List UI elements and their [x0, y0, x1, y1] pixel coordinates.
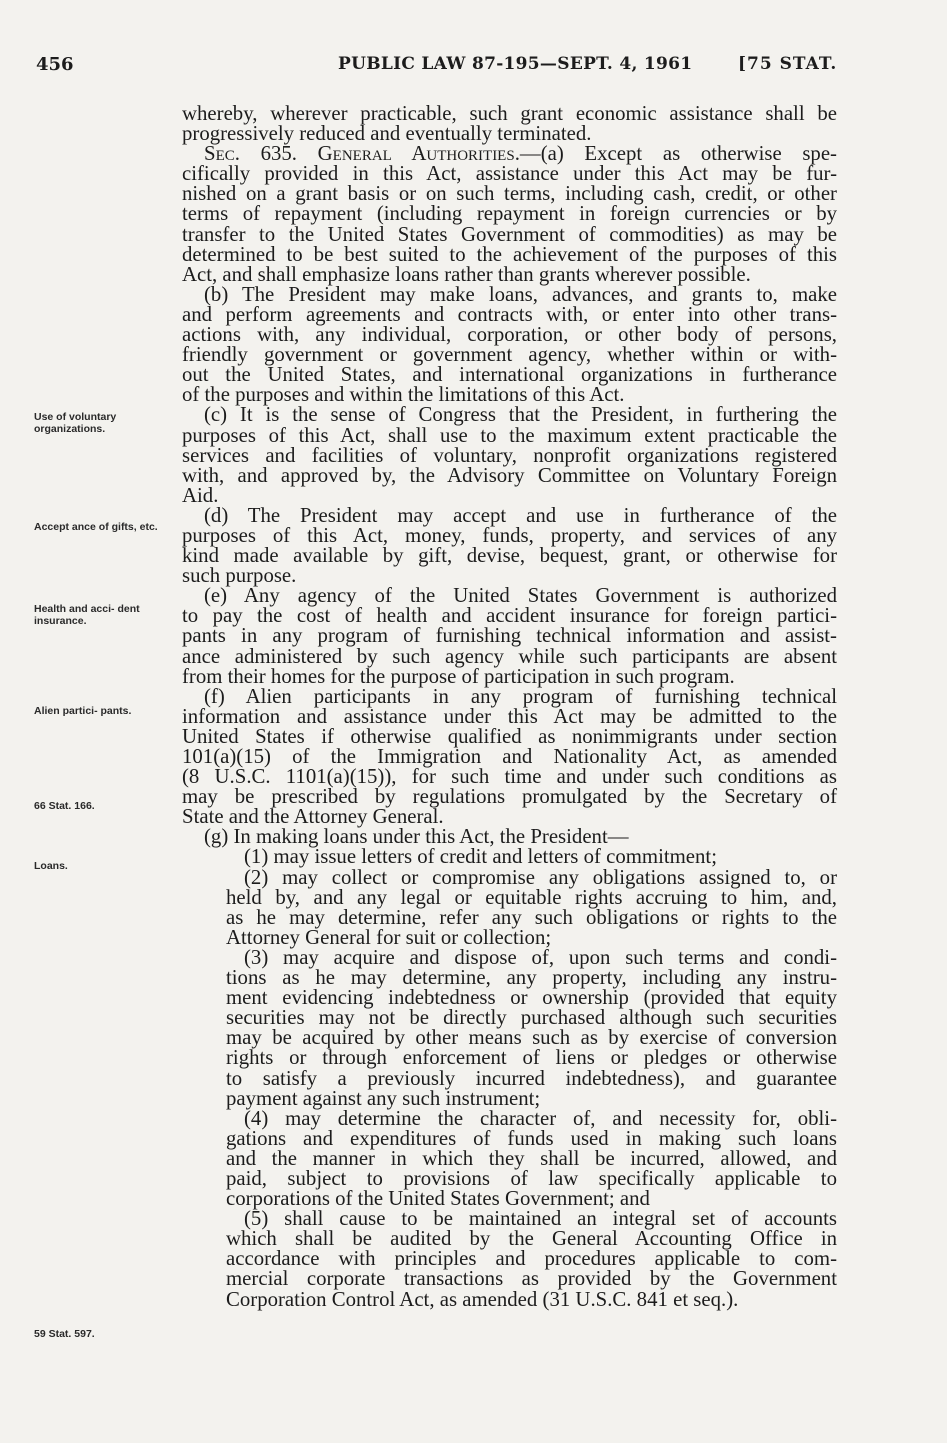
text-line: (f) Alien participants in any program of furnishing technical	[204, 684, 837, 708]
section-heading-rest: —(a) Except as otherwise spe-	[519, 142, 837, 166]
text-line: friendly government or government agency, whether within or with-	[182, 343, 837, 367]
text-line: (2) may collect or compromise any obligations assigned to, or	[244, 865, 837, 889]
text-line: tions as he may determine, any property, including any instru-	[226, 966, 837, 990]
statute-volume: [75 STAT.	[738, 54, 838, 74]
margin-note-voluntary-organizations: Use of voluntary organizations.	[34, 411, 117, 435]
text-line: accordance with principles and procedures applicable to com-	[226, 1247, 837, 1271]
text-line: (8 U.S.C. 1101(a)(15)), for such time and under such conditions as	[182, 765, 837, 789]
text-line: payment against any such instrument;	[226, 1086, 541, 1110]
margin-note-health-insurance: Health and acci- dent insurance.	[34, 603, 140, 627]
margin-note-acceptance-of-gifts: Accept ance of gifts, etc.	[34, 521, 158, 533]
text-line: (1) may issue letters of credit and letters of commitment;	[244, 845, 717, 869]
text-line: determined to be best suited to the achievement of the purposes of this	[182, 242, 837, 266]
text-line: purposes of this Act, shall use to the maximum extent practicable the	[182, 423, 837, 447]
text-line: purposes of this Act, money, funds, property, and services of any	[182, 523, 837, 547]
text-line: such purpose.	[182, 564, 297, 588]
text-line: information and assistance under this Act may be admitted to the	[182, 704, 837, 728]
text-line: (d) The President may accept and use in furtherance of the	[204, 503, 837, 527]
text-line: Aid.	[182, 483, 219, 507]
text-line: nished on a grant basis or on such terms, including cash, credit, or other	[182, 182, 837, 206]
text-line: State and the Attorney General.	[182, 805, 444, 829]
page-number: 456	[36, 54, 74, 75]
text-line: out the United States, and international organizations in furtherance	[182, 363, 837, 387]
text-line: and perform agreements and contracts with, or enter into other trans-	[182, 302, 837, 326]
text-line: which shall be audited by the General Accounting Office in	[226, 1227, 837, 1251]
text-line: whereby, wherever practicable, such grant economic assistance shall be	[182, 102, 837, 125]
section-635-heading-line	[182, 144, 837, 164]
text-line: progressively reduced and eventually terminated.	[182, 122, 592, 146]
text-line: (b) The President may make loans, advances, and grants to, make	[204, 282, 837, 306]
text-line: 101(a)(15) of the Immigration and Nationality Act, as amended	[182, 745, 837, 768]
text-line: (5) shall cause to be maintained an integral set of accounts	[244, 1207, 837, 1231]
text-line: as he may determine, refer any such obligations or rights to the	[226, 905, 837, 929]
text-line: (g) In making loans under this Act, the President—	[204, 825, 629, 849]
text-line: mercial corporate transactions as provided by the Government	[226, 1267, 837, 1291]
text-line: (3) may acquire and dispose of, upon such terms and condi-	[244, 945, 837, 969]
text-line: and the manner in which they shall be incurred, allowed, and	[226, 1146, 837, 1170]
margin-note-59-stat-597: 59 Stat. 597.	[34, 1328, 95, 1340]
text-line: may be prescribed by regulations promulgated by the Secretary of	[182, 785, 837, 809]
text-line: paid, subject to provisions of law specifically applicable to	[226, 1166, 837, 1190]
text-line: Act, and shall emphasize loans rather than grants wherever possible.	[182, 262, 751, 286]
text-line: (c) It is the sense of Congress that the President, in furthering the	[204, 403, 837, 427]
text-line: terms of repayment (including repayment in foreign currencies or by	[182, 202, 837, 226]
text-line: with, and approved by, the Advisory Committee on Voluntary Foreign	[182, 463, 837, 487]
text-line: transfer to the United States Government of commodities) as may be	[182, 222, 837, 246]
text-line: cifically provided in this Act, assistance under this Act may be fur-	[182, 162, 837, 186]
running-title: PUBLIC LAW 87-195—SEPT. 4, 1961	[338, 54, 693, 74]
text-line: corporations of the United States Government; and	[226, 1187, 650, 1211]
text-line: pants in any program of furnishing technical information and assist-	[182, 624, 837, 648]
text-line: Corporation Control Act, as amended (31 U.S.C. 841 et seq.).	[226, 1287, 739, 1311]
text-line: securities may not be directly purchased although such securities	[226, 1006, 837, 1030]
margin-note-loans: Loans.	[34, 860, 68, 872]
text-line: ment evidencing indebtedness or ownership (provided that equity	[226, 986, 837, 1010]
text-line: to satisfy a previously incurred indebtedness), and guarantee	[226, 1066, 837, 1090]
text-line: held by, and any legal or equitable rights accruing to him, and,	[226, 885, 837, 909]
margin-note-alien-participants: Alien partici- pants.	[34, 705, 132, 717]
text-line: Attorney General for suit or collection;	[226, 925, 552, 949]
text-line: gations and expenditures of funds used in making such loans	[226, 1126, 837, 1150]
text-line: may be acquired by other means such as by exercise of conversion	[226, 1026, 837, 1050]
page-header	[0, 54, 947, 82]
text-line: (e) Any agency of the United States Government is authorized	[204, 584, 837, 608]
text-line: kind made available by gift, devise, bequest, grant, or otherwise for	[182, 544, 837, 568]
text-line: (4) may determine the character of, and necessity for, obli-	[244, 1106, 837, 1130]
text-line: ance administered by such agency while such participants are absent	[182, 644, 837, 668]
text-line: actions with, any individual, corporation, or other body of persons,	[182, 323, 837, 347]
text-line: to pay the cost of health and accident insurance for foreign partici-	[182, 604, 837, 628]
margin-note-66-stat-166: 66 Stat. 166.	[34, 800, 95, 812]
text-line: rights or through enforcement of liens or pledges or otherwise	[226, 1046, 837, 1070]
text-line: of the purposes and within the limitations of this Act.	[182, 383, 625, 407]
section-heading: Sec. 635. General Authorities.	[204, 142, 520, 166]
text-line: from their homes for the purpose of participation in such program.	[182, 664, 735, 688]
text-line: United States if otherwise qualified as nonimmigrants under section	[182, 724, 837, 748]
text-line: services and facilities of voluntary, nonprofit organizations registered	[182, 443, 837, 467]
body-text	[182, 104, 837, 1310]
